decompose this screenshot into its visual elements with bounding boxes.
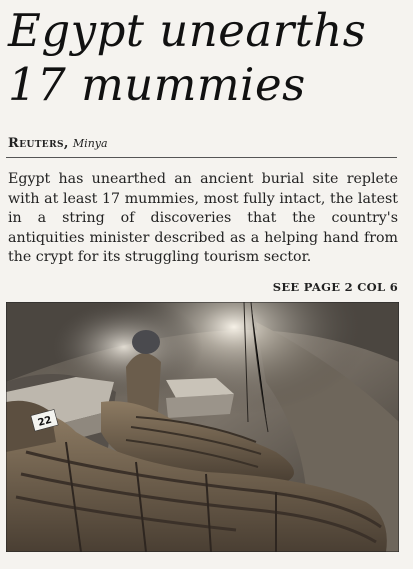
- byline-dateline: Minya: [72, 137, 108, 150]
- mummies-photo-image: [6, 302, 399, 552]
- article-body: Egypt has unearthed an ancient burial site replete with at least 17 mummies, most fully intact, the latest in a string of discoveries that the country's antiquities minister described as a helping hand from the crypt for its struggling tourism sector.: [8, 171, 398, 266]
- headline-line-2: 17 mummies: [8, 58, 306, 111]
- byline-agency: Reuters,: [8, 136, 69, 151]
- headline-line-1: Egypt unearths: [8, 4, 367, 57]
- headline: [8, 4, 408, 112]
- byline-divider: [6, 157, 397, 158]
- article-photo: [6, 302, 399, 552]
- continuation-note: SEE PAGE 2 COL 6: [272, 280, 398, 294]
- byline: [8, 136, 108, 151]
- specimen-tag-label: 22: [36, 414, 54, 429]
